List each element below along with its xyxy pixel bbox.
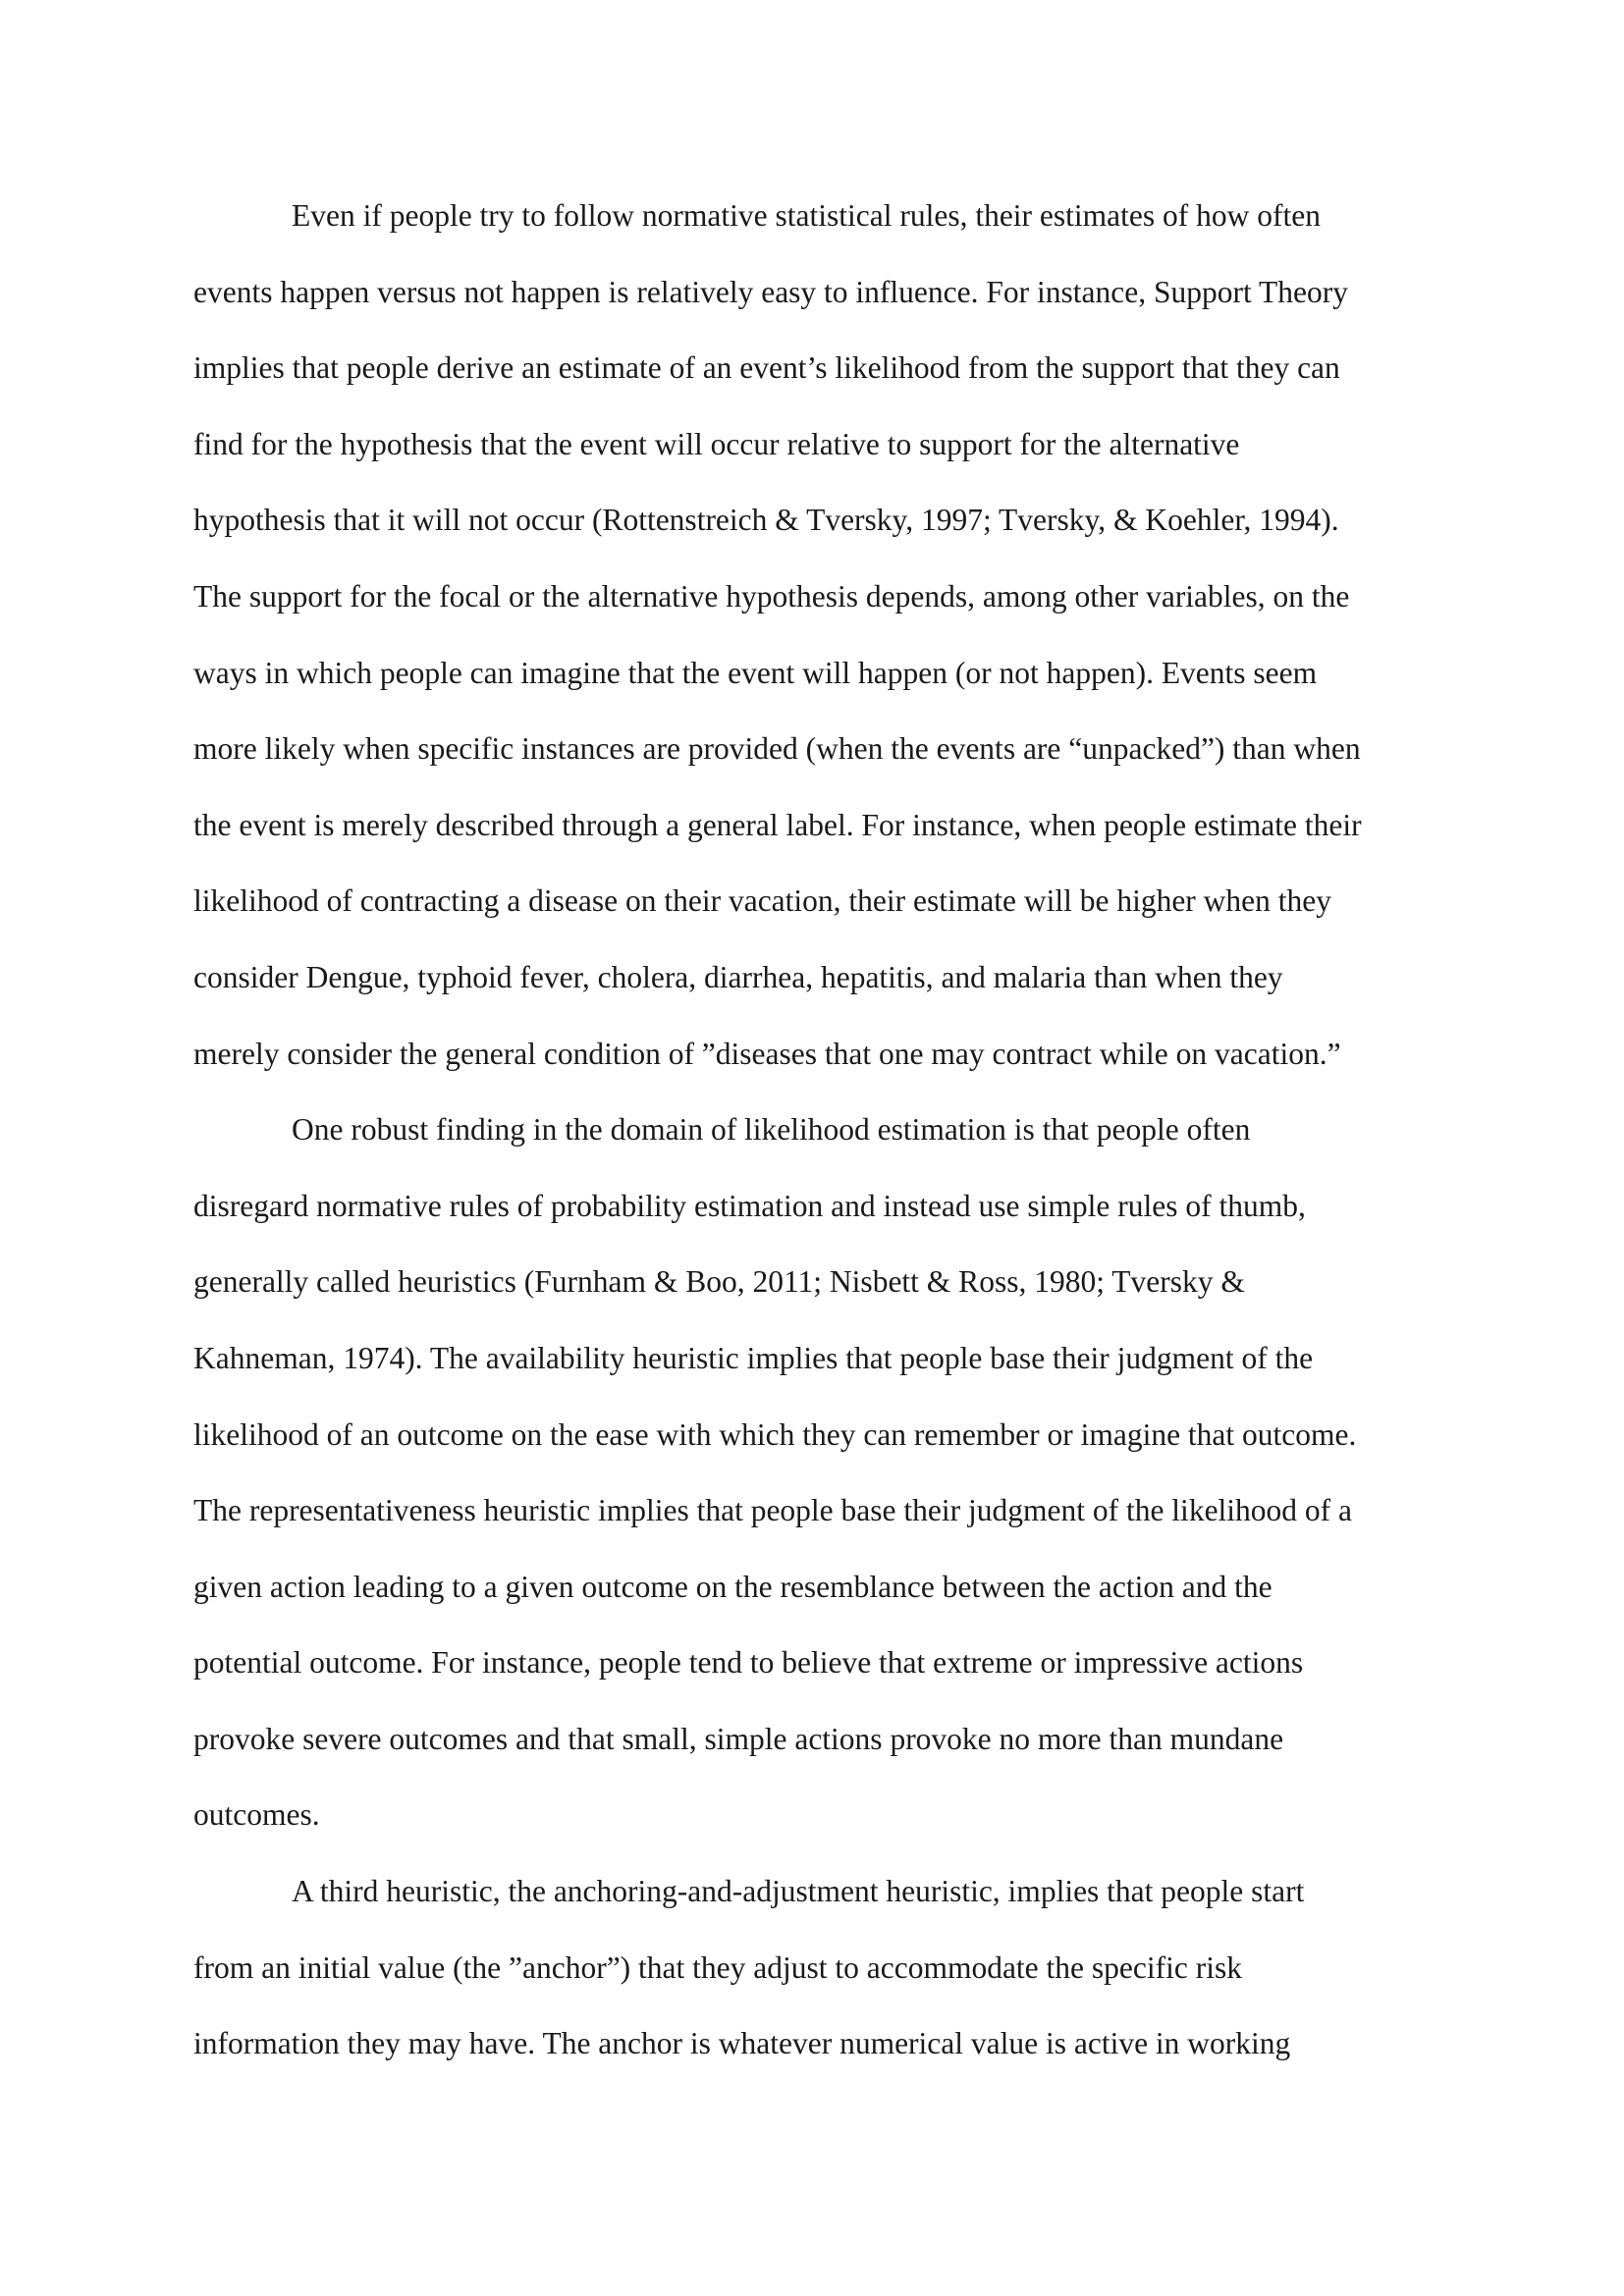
text-line: the event is merely described through a general label. For instance, when people estimate their — [193, 807, 1362, 842]
text-line: merely consider the general condition of ”diseases that one may contract while on vacation.” — [193, 1036, 1341, 1071]
text-line: The support for the focal or the alternative hypothesis depends, among other variables, on the — [193, 578, 1350, 614]
text-line: events happen versus not happen is relatively easy to influence. For instance, Support Theory — [193, 274, 1348, 309]
text-line: more likely when specific instances are provided (when the events are “unpacked”) than when — [193, 731, 1361, 767]
body-text — [193, 192, 1438, 2097]
text-line: Even if people try to follow normative statistical rules, their estimates of how often — [292, 198, 1321, 233]
text-line: Kahneman, 1974). The availability heuristic implies that people base their judgment of the — [193, 1340, 1314, 1375]
text-line: generally called heuristics (Furnham & Boo, 2011; Nisbett & Ross, 1980; Tversky & — [193, 1264, 1245, 1300]
text-line: The representativeness heuristic implies that people base their judgment of the likelihood of a — [193, 1493, 1353, 1528]
paragraph-support-theory — [193, 192, 1438, 1106]
text-line: likelihood of an outcome on the ease with which they can remember or imagine that outcome. — [193, 1416, 1357, 1452]
text-line: One robust finding in the domain of likelihood estimation is that people often — [292, 1112, 1251, 1148]
text-line: hypothesis that it will not occur (Rottenstreich & Tversky, 1997; Tversky, & Koehler, 1994). — [193, 503, 1339, 538]
text-line: A third heuristic, the anchoring-and-adjustment heuristic, implies that people start — [292, 1874, 1305, 1909]
text-line: disregard normative rules of probability estimation and instead use simple rules of thumb, — [193, 1188, 1306, 1223]
text-line: given action leading to a given outcome on the resemblance between the action and the — [193, 1569, 1272, 1604]
text-line: consider Dengue, typhoid fever, cholera, diarrhea, hepatitis, and malaria than when they — [193, 959, 1283, 994]
text-line: from an initial value (the ”anchor”) that they adjust to accommodate the specific risk — [193, 1949, 1242, 1985]
text-line: find for the hypothesis that the event will occur relative to support for the alternative — [193, 426, 1240, 461]
text-line: information they may have. The anchor is whatever numerical value is active in working — [193, 2026, 1291, 2061]
text-line: implies that people derive an estimate of an event’s likelihood from the support that they can — [193, 350, 1340, 386]
text-line: ways in which people can imagine that the event will happen (or not happen). Events seem — [193, 655, 1318, 690]
paragraph-heuristics — [193, 1106, 1438, 1868]
text-line: likelihood of contracting a disease on their vacation, their estimate will be higher when they — [193, 883, 1332, 919]
paragraph-anchoring — [193, 1868, 1438, 2097]
text-line: potential outcome. For instance, people tend to believe that extreme or impressive actions — [193, 1645, 1304, 1681]
text-line: outcomes. — [193, 1797, 320, 1833]
text-line: provoke severe outcomes and that small, simple actions provoke no more than mundane — [193, 1721, 1284, 1756]
